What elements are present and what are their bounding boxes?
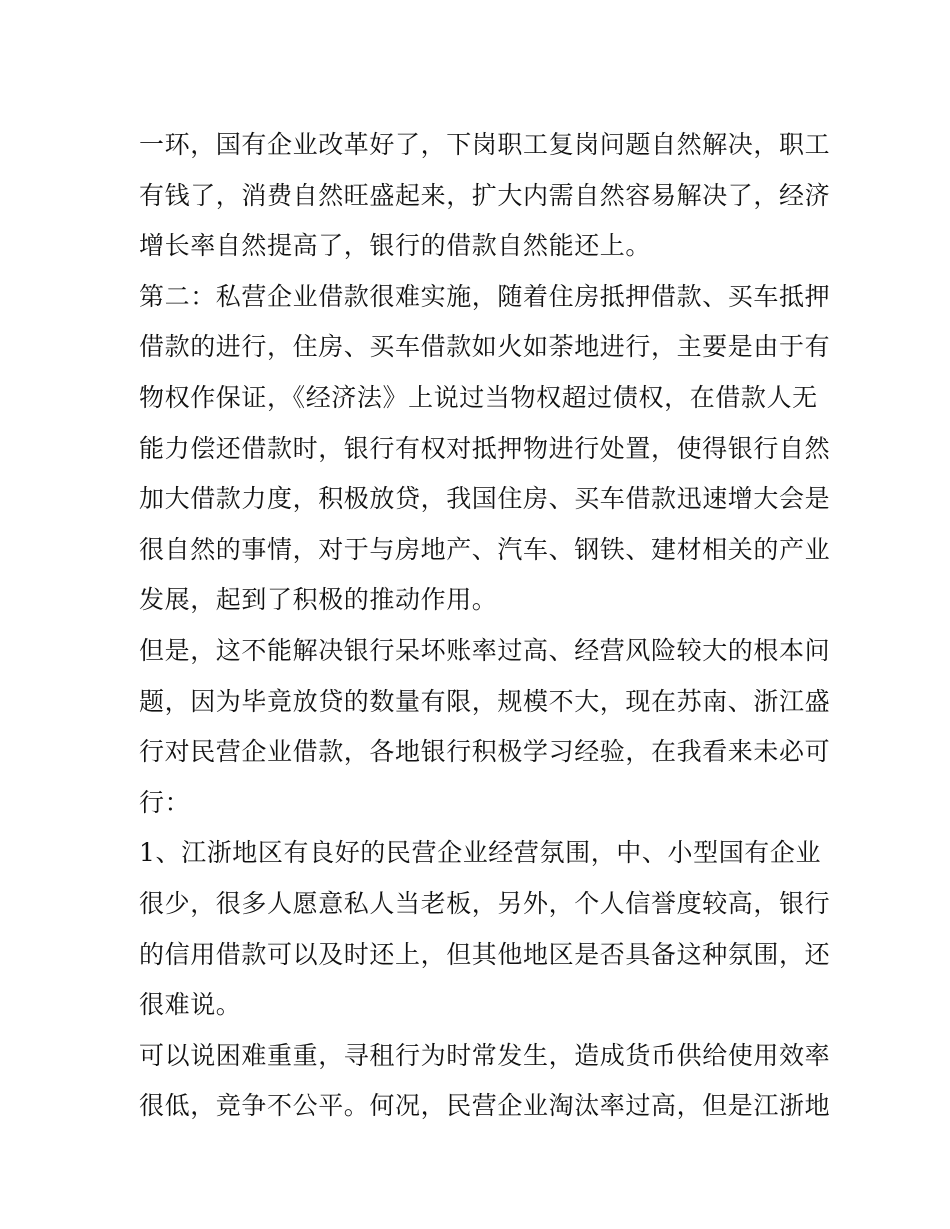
text-line: 的信用借款可以及时还上，但其他地区是否具备这种氛围，还 — [139, 939, 831, 969]
body-text — [139, 120, 831, 1132]
text-line: 题，因为毕竟放贷的数量有限，规模不大，现在苏南、浙江盛 — [139, 686, 831, 716]
text-line: 借款的进行，住房、买车借款如火如荼地进行，主要是由于有 — [139, 332, 831, 362]
text-line: 第二：私营企业借款很难实施，随着住房抵押借款、买车抵押 — [139, 281, 831, 311]
text-line: 但是，这不能解决银行呆坏账率过高、经营风险较大的根本问 — [139, 635, 831, 665]
text-line: 增长率自然提高了，银行的借款自然能还上。 — [139, 231, 652, 261]
text-line: 行对民营企业借款，各地银行积极学习经验，在我看来未必可 — [139, 737, 831, 767]
text-line: 物权作保证，《经济法》上说过当物权超过债权，在借款人无 — [139, 382, 818, 412]
text-line: 1、江浙地区有良好的民营企业经营氛围，中、小型国有企业 — [139, 838, 822, 868]
text-line: 能力偿还借款时，银行有权对抵押物进行处置，使得银行自然 — [139, 433, 831, 463]
text-line: 很低，竞争不公平。何况，民营企业淘汰率过高，但是江浙地 — [139, 1091, 831, 1121]
text-line: 行： — [139, 787, 191, 817]
text-line: 发展，起到了积极的推动作用。 — [139, 585, 498, 615]
text-line: 很少，很多人愿意私人当老板，另外，个人信誉度较高，银行 — [139, 888, 831, 918]
text-line: 有钱了，消费自然旺盛起来，扩大内需自然容易解决了，经济 — [139, 180, 831, 210]
text-line: 加大借款力度，积极放贷，我国住房、买车借款迅速增大会是 — [139, 484, 831, 514]
text-line: 可以说困难重重，寻租行为时常发生，造成货币供给使用效率 — [139, 1040, 831, 1070]
text-line: 很自然的事情，对于与房地产、汽车、钢铁、建材相关的产业 — [139, 534, 831, 564]
text-line: 一环，国有企业改革好了，下岗职工复岗问题自然解决，职工 — [139, 130, 831, 159]
text-line: 很难说。 — [139, 990, 242, 1020]
